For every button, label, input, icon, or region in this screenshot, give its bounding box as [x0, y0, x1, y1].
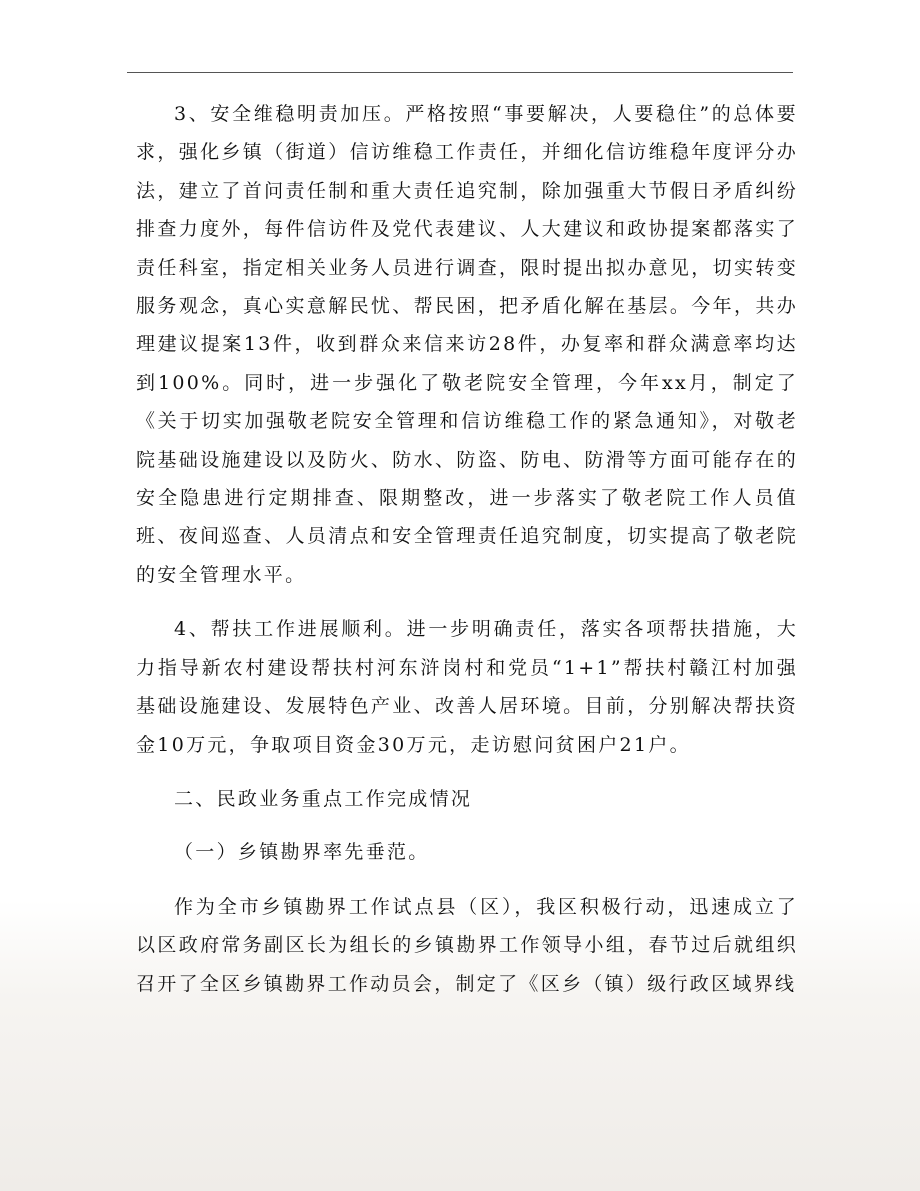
document-body	[136, 95, 798, 1003]
paragraph-assistance: 4、帮扶工作进展顺利。进一步明确责任，落实各项帮扶措施，大力指导新农村建设帮扶村河东浒岗村和党员“1+1”帮扶村赣江村加强基础设施建设、发展特色产业、改善人居环境。目前，分别解决帮扶资金10万元，争取项目资金30万元，走访慰问贫困户21户。	[136, 618, 798, 756]
paragraph-security: 3、安全维稳明责加压。严格按照“事要解决，人要稳住”的总体要求，强化乡镇（街道）信访维稳工作责任，并细化信访维稳年度评分办法，建立了首问责任制和重大责任追究制，除加强重大节假日矛盾纠纷排查力度外，每件信访件及党代表建议、人大建议和政协提案都落实了责任科室，指定相关业务人员进行调查，限时提出拟办意见，切实转变服务观念，真心实意解民忧、帮民困，把矛盾化解在基层。今年，共办理建议提案13件，收到群众来信来访28件，办复率和群众满意率均达到100%。同时，进一步强化了敬老院安全管理，今年xx月，制定了《关于切实加强敬老院安全管理和信访维稳工作的紧急通知》，对敬老院基础设施建设以及防火、防水、防盗、防电、防滑等方面可能存在的安全隐患进行定期排查、限期整改，进一步落实了敬老院工作人员值班、夜间巡查、人员清点和安全管理责任追究制度，切实提高了敬老院的安全管理水平。	[136, 103, 798, 586]
header-rule	[127, 72, 793, 73]
subsection-heading: （一）乡镇勘界率先垂范。	[174, 841, 430, 864]
section-heading: 二、民政业务重点工作完成情况	[174, 787, 473, 810]
paragraph-boundary-survey: 作为全市乡镇勘界工作试点县（区），我区积极行动，迅速成立了以区政府常务副区长为组长的乡镇勘界工作领导小组，春节过后就组织召开了全区乡镇勘界工作动员会，制定了《区乡（镇）级行政区域界线	[136, 895, 798, 995]
